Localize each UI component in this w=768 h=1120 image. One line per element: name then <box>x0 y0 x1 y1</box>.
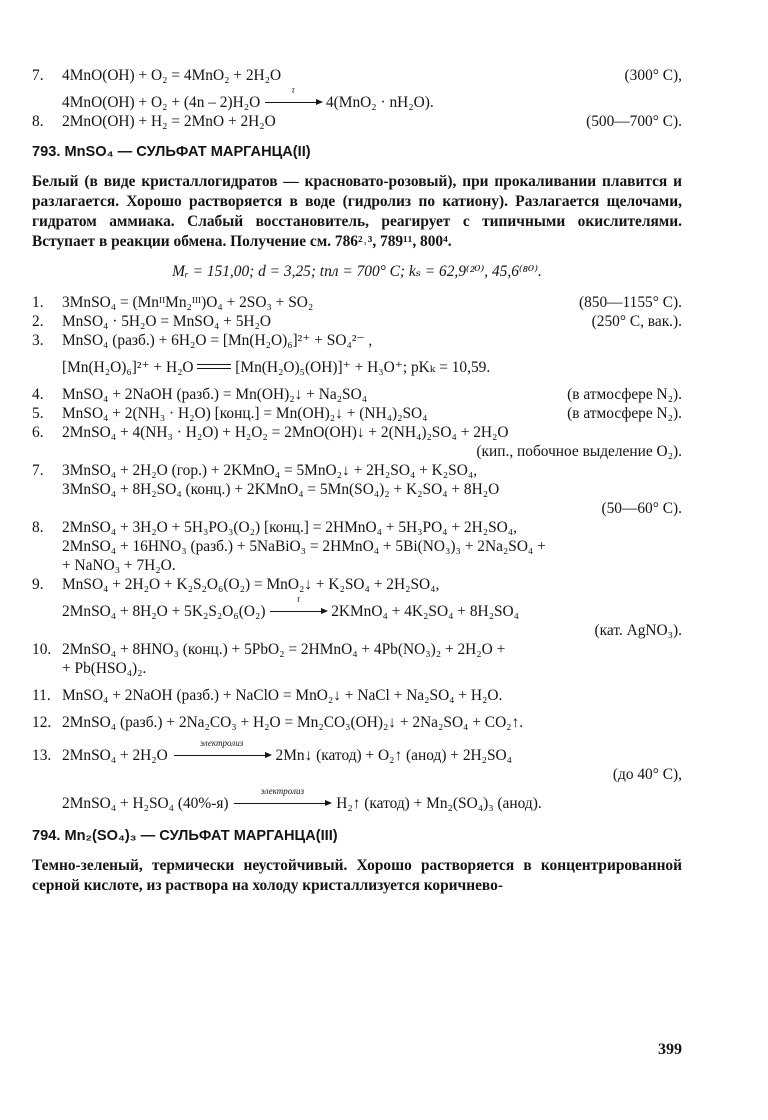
reaction-condition: (300° C), <box>624 67 682 84</box>
equilibrium-arrow-icon <box>197 362 231 372</box>
reaction-number: 10. <box>32 641 52 658</box>
section-title-794: 794. Mn₂(SO₄)₃ — СУЛЬФАТ МАРГАНЦА(III) <box>32 828 338 844</box>
reaction-equation <box>62 738 682 765</box>
reaction-condition: (кип., побочное выделение O₂). <box>476 443 682 460</box>
reaction-left: 2MnSO₄ + 2H₂O <box>62 747 168 764</box>
reaction-right: [Mn(H₂O)₅(OH)]⁺ + H₃O⁺; pKₖ = 10,59. <box>235 359 491 376</box>
reaction-row <box>32 112 682 131</box>
reaction-equation: 2MnSO₄ (разб.) + 2Na₂CO₃ + H₂O = Mn₂CO₃(OH)₂↓ + 2Na₂SO₄ + CO₂↑. <box>62 714 524 731</box>
reaction-condition: (500—700° C). <box>586 113 682 130</box>
reaction-equation: MnSO₄ + 2H₂O + K₂S₂O₆(O₂) = MnO₂↓ + K₂SO₄ + 2H₂SO₄, <box>62 576 440 593</box>
reaction-number: 12. <box>32 714 52 731</box>
reaction-equation: 2MnSO₄ + 4(NH₃ · H₂O) + H₂O₂ = 2MnO(OH)↓ + 2(NH₄)₂SO₄ + 2H₂O <box>62 424 509 441</box>
reaction-condition: (250° C, вак.). <box>591 313 682 330</box>
reaction-number: 13. <box>32 747 52 764</box>
substance-properties: Mᵣ = 151,00; d = 3,25; tпл = 700° C; kₛ = 62,9⁽²⁰⁾, 45,6⁽⁸⁰⁾. <box>172 263 542 280</box>
reaction-row <box>32 331 682 350</box>
arrow-label: τ <box>296 594 300 604</box>
reaction-row <box>32 640 682 659</box>
reaction-number: 8. <box>32 519 44 536</box>
reaction-continuation <box>32 786 682 813</box>
reaction-right: 2KMnO₄ + 4K₂SO₄ + 8H₂SO₄ <box>331 603 520 620</box>
reaction-number: 2. <box>32 313 44 330</box>
reaction-number: 7. <box>32 462 44 479</box>
reaction-equation: MnSO₄ + 2(NH₃ · H₂O) [конц.] = Mn(OH)₂↓ + (NH₄)₂SO₄ <box>62 405 428 422</box>
reaction-row <box>32 312 682 331</box>
reaction-equation: MnSO₄ + 2NaOH (разб.) = Mn(OH)₂↓ + Na₂SO₄ <box>62 386 368 403</box>
reaction-number: 3. <box>32 332 44 349</box>
reaction-continuation <box>32 358 682 377</box>
reaction-equation: MnSO₄ + 2NaOH (разб.) + NaClO = MnO₂↓ + NaCl + Na₂SO₄ + H₂O. <box>62 687 503 704</box>
reaction-equation: MnSO₄ · 5H₂O = MnSO₄ + 5H₂O <box>62 313 271 330</box>
reaction-equation: 4MnO(OH) + O₂ = 4MnO₂ + 2H₂O <box>62 67 282 84</box>
section-description-794: Темно-зеленый, термически неустойчивый. Хорошо растворяется в концентрированной серной кислоте, из раствора на холоду кристаллизуется коричнево- <box>32 857 682 894</box>
page-number: 399 <box>658 1041 682 1058</box>
reaction-number: 4. <box>32 386 44 403</box>
reaction-row <box>32 293 682 312</box>
reaction-arrow-icon <box>269 594 327 621</box>
arrow-label: электролиз <box>260 786 304 796</box>
reaction-row <box>32 66 682 85</box>
reaction-number: 11. <box>32 687 51 704</box>
reaction-continuation <box>32 594 682 621</box>
reaction-row <box>32 385 682 404</box>
reaction-continuation <box>32 85 682 112</box>
reaction-arrow-icon <box>232 786 332 813</box>
reaction-row <box>32 686 682 705</box>
reaction-row <box>32 713 682 732</box>
section-description-793: Белый (в виде кристаллогидратов — красновато-розовый), при прокаливании плавится и разлагается. Хорошо растворяется в воде (гидролиз по катиону). Разлагается щелочами, гидратом аммиака. Слабый восстановитель, реагирует с типичными окислителями. Вступает в реакции обмена. Получение см. 786²˒³, 789¹¹, 800⁴. <box>32 173 682 250</box>
reaction-row <box>32 518 682 537</box>
reaction-left: 4MnO(OH) + O₂ + (4n – 2)H₂O <box>62 94 261 111</box>
reaction-continuation: 3MnSO₄ + 8H₂SO₄ (конц.) + 2KMnO₄ = 5Mn(SO₄)₂ + K₂SO₄ + 8H₂O <box>62 481 500 498</box>
reaction-equation: 3MnSO₄ + 2H₂O (гор.) + 2KMnO₄ = 5MnO₂↓ + 2H₂SO₄ + K₂SO₄, <box>62 462 478 479</box>
reaction-continuation: + NaNO₃ + 7H₂O. <box>62 557 176 574</box>
reaction-row <box>32 575 682 594</box>
reaction-equation: 2MnSO₄ + 3H₂O + 5H₃PO₃(O₂) [конц.] = 2HMnO₄ + 5H₃PO₄ + 2H₂SO₄, <box>62 519 517 536</box>
reaction-condition: (50—60° C). <box>601 500 682 517</box>
reaction-right: H₂↑ (катод) + Mn₂(SO₄)₃ (анод). <box>336 795 542 812</box>
reaction-arrow-icon <box>172 738 272 765</box>
arrow-label: электролиз <box>200 738 244 748</box>
arrow-label: τ <box>291 85 295 95</box>
reaction-left: [Mn(H₂O)₆]²⁺ + H₂O <box>62 359 194 376</box>
reaction-equation: 2MnO(OH) + H₂ = 2MnO + 2H₂O <box>62 113 276 130</box>
reaction-equation: MnSO₄ (разб.) + 6H₂O = [Mn(H₂O)₆]²⁺ + SO₄²⁻ , <box>62 332 373 349</box>
reaction-row <box>32 461 682 480</box>
reaction-equation: 2MnSO₄ + 8HNO₃ (конц.) + 5PbO₂ = 2HMnO₄ + 4Pb(NO₃)₂ + 2H₂O + <box>62 641 506 658</box>
reaction-right: 4(MnO₂ · nH₂O). <box>325 94 434 111</box>
reaction-row <box>32 404 682 423</box>
reaction-condition: (в атмосфере N₂). <box>567 405 682 422</box>
reaction-number: 7. <box>32 67 44 84</box>
reaction-right: 2Mn↓ (катод) + O₂↑ (анод) + 2H₂SO₄ <box>275 747 513 764</box>
reaction-left: 2MnSO₄ + 8H₂O + 5K₂S₂O₆(O₂) <box>62 603 266 620</box>
reaction-number: 1. <box>32 294 44 311</box>
reaction-number: 8. <box>32 113 44 130</box>
reaction-number: 5. <box>32 405 44 422</box>
reaction-number: 6. <box>32 424 44 441</box>
reaction-number: 9. <box>32 576 44 593</box>
reaction-row <box>32 738 682 765</box>
reaction-arrow-icon <box>264 85 322 112</box>
reaction-row <box>32 423 682 442</box>
section-title-793: 793. MnSO₄ — СУЛЬФАТ МАРГАНЦА(II) <box>32 144 311 160</box>
reaction-condition: (в атмосфере N₂). <box>567 386 682 403</box>
reaction-condition: (до 40° C), <box>612 766 682 783</box>
reaction-condition: (850—1155° C). <box>578 294 682 311</box>
reaction-left: 2MnSO₄ + H₂SO₄ (40%-я) <box>62 795 229 812</box>
reaction-continuation: + Pb(HSO₄)₂. <box>62 660 147 677</box>
reaction-condition: (кат. AgNO₃). <box>594 622 682 639</box>
reaction-equation: 3MnSO₄ = (MnᴵᴵMn₂ᴵᴵᴵ)O₄ + 2SO₃ + SO₂ <box>62 294 314 311</box>
reaction-continuation: 2MnSO₄ + 16HNO₃ (разб.) + 5NaBiO₃ = 2HMnO₄ + 5Bi(NO₃)₃ + 2Na₂SO₄ + <box>62 538 546 555</box>
